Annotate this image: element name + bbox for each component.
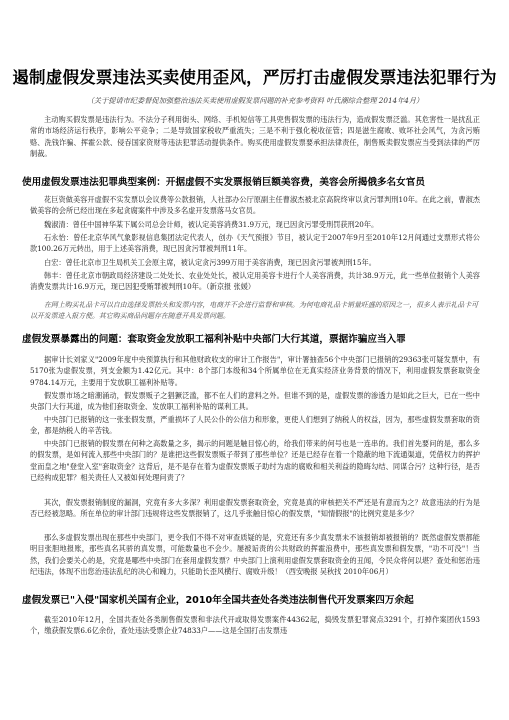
statistics-paragraph: 截至2010年12月，全国共查处各类制售假发票和非法代开或取得发票案件44362起，捣毁发票犯罪窝点3291个，打掉作案团伙1593个，缴获假发票6.6亿余份，查处违法受票企业74833户——这是全国打击发票违: [30, 615, 480, 636]
page-title: 遏制虚假发票违法买卖使用歪风，严厉打击虚假发票违法犯罪行为: [12, 68, 497, 87]
case-paragraph: 花巨资做美容开虚假不实发票以会议费等公款报销，人社部办公厅原副主任曹淑杰被北京高院终审以贪污罪判刑10年。在此之前，曹淑杰做美容的会所已经出现在多起贪腐案件中涉及多名虚开发票落马女官员。: [30, 195, 480, 216]
intro-paragraph: 主动购买假发票是违法行为。不法分子利用街头、网络、手机短信等工具兜售假发票的违法行为，造成假发票泛滥。其危害性一是扰乱正常的市场经济运行秩序，影响公平竞争；二是导致国家税收严重流失；三是不利于强化税收征管；四是滋生腐败、败坏社会风气，为贪污贿赂、洗钱诈骗、挥霍公款、侵吞国家资财等违法犯罪活动提供条件。购买使用虚假发票要承担法律责任，制售贩卖假发票应当受到法律的严厉制裁。: [30, 115, 480, 159]
case-paragraph: 石永怡：曾任北京华风气象影视信息集团法定代表人，创办《天气预报》节目，被认定于2007年9月至2010年12月间通过支票形式将公款100.26万元转出，用于上述美容消费，现已因贪污罪被判刑11年。: [30, 233, 480, 254]
page-subtitle: （关于提请市纪委督促加强整治违法买卖使用虚假发票问题的补充参考资料 叶氏潮综合整理 2014年4月）: [86, 96, 424, 105]
italic-note: 在网上购买礼品卡可以自由选择发票抬头和发票内容，电商并不会进行监督和审核。为何电商礼品卡销量旺盛的原因之一，很多人表示礼品卡可以开发票进入报方便。其它购买商品问题存在随意开具发票问题。: [30, 301, 479, 320]
problem-paragraph: 据审计长刘家义"2009年度中央预算执行和其他财政收支的审计工作报告"，审计署抽查56个中央部门已报销的29363张可疑发票中，有5170张为虚假发票，列支金额为1.42亿元。其中：8个部门本级和34个所属单位在无真实经济业务背景的情况下，利用虚假发票套取资金9784.14万元，主要用于发放职工福利补贴等。: [30, 355, 480, 387]
section-heading-statistics: 虚假发票已"入侵"国家机关国有企业，2010年全国共查处各类违法制售代开发票案四万余起: [22, 595, 414, 606]
section-heading-problems: 虚假发票暴露出的问题：套取资金发放职工福利补贴中央部门大行其道，票据诈骗应当入罪: [22, 334, 406, 345]
case-paragraph: 韩丰：曾任北京市朝政局经济建设二处处长、农业处处长，被认定用美容卡进行个人美容消费，共计38.9万元，此一些单位报销个人美容消费发票共计16.9万元，现已因犯受贿罪被判刑10年。（新京报 张媛）: [30, 271, 480, 292]
case-paragraph: 魏淑清：曾任中国神华某下属公司总会计师，被认定美容消费31.9万元，现已因贪污罪受刑罚获刑20年。: [44, 220, 379, 229]
problem-paragraph: 假发票市场之暗潮涌动，假发票贩子之猖獗泛滥，都不在人们的意料之外。但谁不到的是，虚假发票的渗透力是如此之巨大，已在一些中央部门大行其道，成为他们套取资金、发放职工福利补贴的谋利工具。: [30, 391, 480, 412]
section-heading-cases: 使用虚假发票违法犯罪典型案例：开据虚假不实发票报销巨额美容费，美容会所揭俄多名女官员: [22, 177, 425, 188]
case-paragraph: 白宏：曾任北京市卫生局机关工会原主席，被认定贪污399万用于美容消费，现已因贪污罪被判刑15年。: [44, 258, 376, 267]
problem-paragraph: 中央部门已报销的假发票在何种之高数量之多，揭示的问题是触目惊心的，给我们带来的何号也是一连串的。我们首先要问的是，那么多的假发票，是如何流入那些中央部门的？是谁把这些假发票贩子带到了那些单位？还是已经存在着一个隐蔽的地下流通渠道，凭借权力的挥护堂而皇之地"登堂入室"套取资金？这背后，是不是存在着为虚假发票贩子助纣为虐的腐败和相关利益的隐晦勾结、同谋合污？这种行径，是否已经构成犯罪？相关责任人又被如何处理问责了？: [30, 439, 480, 483]
problem-paragraph: 其次，假发票报销制度的漏洞，究竟有多大多深？利用虚假发票套取资金，究竟是真的审核把关不严还是有意而为之？故意违法的行为是否已经被忽略。所在单位的审计部门违规将这些发票报销了，这几乎张触目惊心的假发票，"知情假报"的比例究竟是多少？: [30, 498, 480, 519]
problem-paragraph: 那么多虚假发票出现在那些中央部门，更令我们不得不对审查质疑的是，究竟还有多少真发票未不该报销却被报销的？既然虚假发票都能明目张胆地报账，那些真名其骄的真发票，可能数量也不会少。屡被诟责的公共财政的挥霍浪费中，那些真发票和假发票，"功不可没"！当然，我们会要关心的是，究竟是哪些中央部门在套用虚假发票？中央部门上演利用虚假发票套取资金的丑闻，令民众将何以堪？查处和惩治违纪违法，体现不出您治违法乱纪的决心和魄力，只能助长歪风横行、腐败升级！（西安晚报 吴秋找 2010年06月）: [30, 533, 480, 577]
problem-paragraph: 中央部门已报销的这一张张假发票，严重损坏了人民公仆的公信力和形象，更使人们想到了纳税人的权益，因为，那些虚假发票套取的资金，都是纳税人的辛苦钱。: [30, 415, 480, 436]
